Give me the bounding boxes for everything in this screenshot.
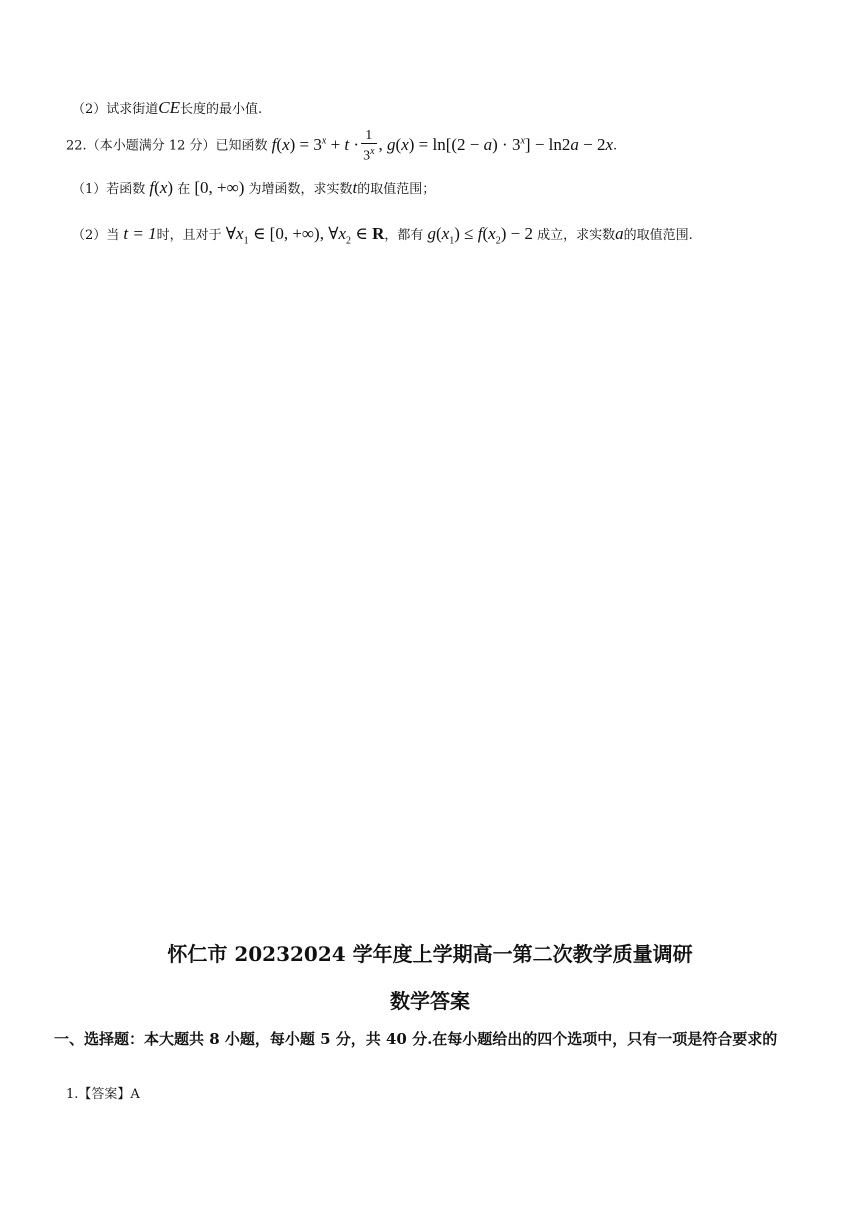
q22-part2-text2: ，都有: [384, 228, 424, 243]
q22-part1-text-after: 为增函数，求实数: [248, 182, 353, 197]
q22-number: 22.: [66, 138, 87, 154]
q22-part1-func: f(x): [149, 178, 174, 197]
section-heading: 一、选择题：本大题共 8 小题，每小题 5 分，共 40 分.在每小题给出的四个选项中，只有一项是符合要求的: [54, 1030, 778, 1048]
answer-title: 怀仁市 20232024 学年度上学期高一第二次教学质量调研: [167, 942, 693, 966]
q22-part2-inequality: $g(x_1) \le f(x_2) - 2$: [427, 224, 533, 247]
q22-score-note: （本小题满分 12 分）: [86, 138, 216, 154]
q22-formula: $f(x) = 3^x + t$ · $\frac{1}{3^x}$ , $g(x) = \ln[(2 - a) \cdot 3^x] - \ln 2a - 2x$: [271, 128, 614, 164]
q22-statement: [66, 128, 617, 164]
q22-part1-interval: [0, +∞): [194, 178, 245, 197]
q22-end: .: [613, 138, 618, 154]
q22-part1: [72, 178, 435, 198]
q21-part2-prefix: （2）试求街道: [72, 102, 159, 117]
q22-part2-quantifier: $\forall x_1$ ∈ [0, +∞), $\forall x_2$ ∈ R: [225, 224, 385, 247]
q22-part1-suffix: 的取值范围；: [357, 182, 436, 197]
answer-subtitle: 数学答案: [390, 989, 470, 1013]
q22-part2-var: a: [615, 224, 624, 243]
q21-part2-var: CE: [158, 98, 181, 117]
q22-part2-text1: 时，且对于: [156, 228, 222, 243]
q22-part1-var: t: [352, 178, 358, 197]
q22-part2-text3: 成立，求实数: [537, 228, 616, 243]
q22-part2-suffix: 的取值范围.: [623, 228, 693, 243]
q22-intro: 已知函数: [215, 138, 268, 154]
answer-item-1: 1.【答案】A: [66, 1087, 140, 1102]
q21-part2: [72, 98, 262, 118]
q22-part1-prefix: （1）若函数: [72, 182, 146, 197]
q22-part1-text-in: 在: [177, 182, 191, 197]
q22-part2-prefix: （2）当: [72, 228, 120, 243]
q22-part2: [72, 224, 693, 246]
q22-part2-cond: t = 1: [123, 224, 157, 243]
q21-part2-suffix: 长度的最小值.: [180, 102, 263, 117]
